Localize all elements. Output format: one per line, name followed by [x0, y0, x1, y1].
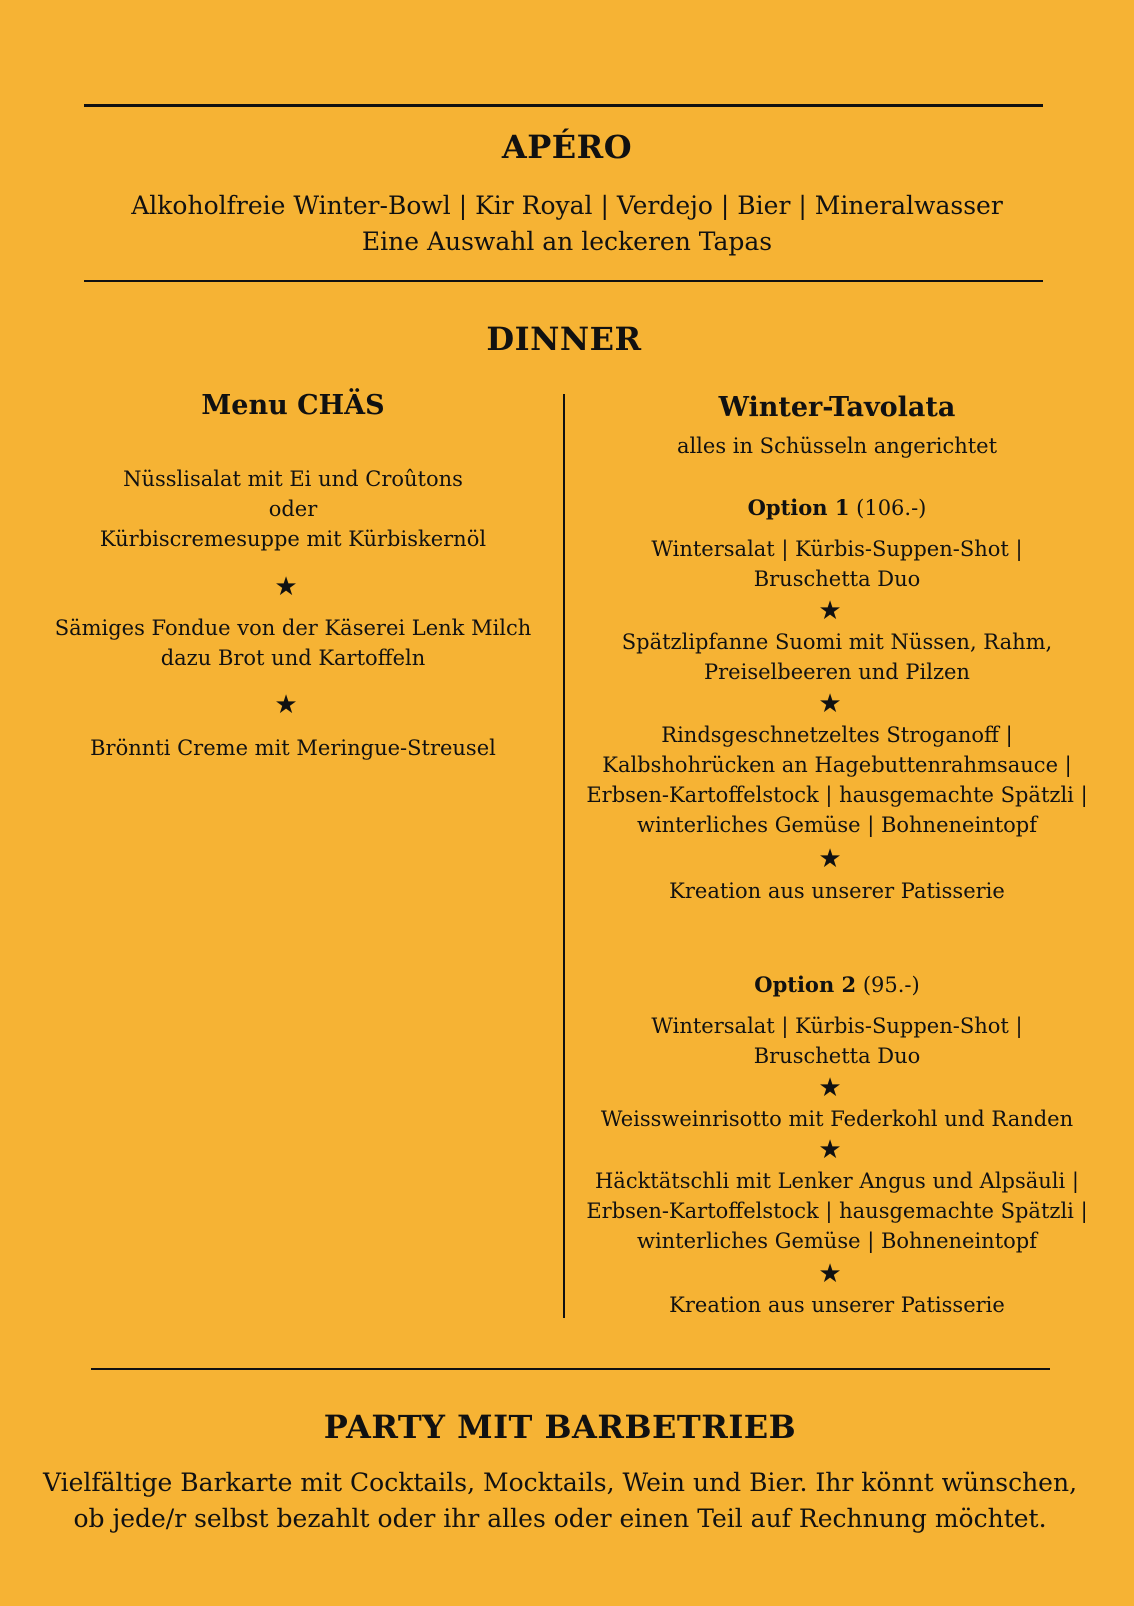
option2-course2: Weissweinrisotto mit Federkohl und Randen [600, 1107, 1074, 1131]
star-icon: ★ [818, 844, 842, 874]
star-icon: ★ [818, 1073, 842, 1103]
main-line: dazu Brot und Kartoffeln [160, 646, 426, 670]
course-line: winterliches Gemüse | Bohneneintopf [636, 813, 1038, 837]
star-icon: ★ [818, 1135, 842, 1165]
apero-rule [84, 280, 1043, 282]
course-line: Preiselbeeren und Pilzen [704, 660, 970, 684]
party-title: PARTY MIT BARBETRIEB [323, 1408, 797, 1446]
option1-heading [574, 493, 1100, 523]
menu-chas-starter [54, 464, 532, 554]
apero-title: APÉRO [501, 128, 633, 166]
option2-course3 [574, 1166, 1100, 1256]
course-line: Bruschetta Duo [753, 567, 921, 591]
course-line: Kalbshohrücken an Hagebuttenrahmsauce | [602, 753, 1072, 777]
party-rule [91, 1368, 1050, 1370]
menu-chas-main [54, 613, 532, 673]
course-line: Erbsen-Kartoffelstock | hausgemachte Spätzli | [586, 783, 1088, 807]
starter-line: Kürbiscremesuppe mit Kürbiskernöl [99, 527, 487, 551]
option2-course1 [574, 1011, 1100, 1071]
tavolata-title: Winter-Tavolata [718, 392, 956, 423]
option2-price: (95.-) [862, 973, 920, 997]
course-line: Wintersalat | Kürbis-Suppen-Shot | [651, 537, 1023, 561]
apero-tapas: Eine Auswahl an leckeren Tapas [361, 227, 773, 256]
menu-chas-dessert: Brönnti Creme mit Meringue-Streusel [90, 736, 496, 760]
course-line: Häcktätschli mit Lenker Angus und Alpsäuli | [594, 1169, 1079, 1193]
party-text-line2: ob jede/r selbst bezahlt oder ihr alles oder einen Teil auf Rechnung möchtet. [73, 1504, 1047, 1533]
option2-dessert: Kreation aus unserer Patisserie [669, 1293, 1005, 1317]
option1-course3 [574, 720, 1100, 840]
course-line: winterliches Gemüse | Bohneneintopf [636, 1229, 1038, 1253]
option1-label: Option 1 [747, 495, 850, 520]
course-line: Erbsen-Kartoffelstock | hausgemachte Spätzli | [586, 1199, 1088, 1223]
apero-drinks: Alkoholfreie Winter-Bowl | Kir Royal | Verdejo | Bier | Mineralwasser [131, 191, 1003, 220]
menu-chas-title: Menu CHÄS [201, 390, 385, 421]
course-line: Wintersalat | Kürbis-Suppen-Shot | [651, 1014, 1023, 1038]
option1-price: (106.-) [856, 496, 927, 520]
top-rule [84, 104, 1043, 107]
main-line: Sämiges Fondue von der Käserei Lenk Milch [54, 616, 532, 640]
option1-course2 [574, 627, 1100, 687]
star-icon: ★ [818, 1259, 842, 1289]
star-icon: ★ [274, 690, 298, 720]
option1-dessert: Kreation aus unserer Patisserie [669, 879, 1005, 903]
star-icon: ★ [274, 572, 298, 602]
course-line: Bruschetta Duo [753, 1044, 921, 1068]
party-text-line1: Vielfältige Barkarte mit Cocktails, Mocktails, Wein und Bier. Ihr könnt wünschen, [42, 1468, 1078, 1497]
starter-line: Nüsslisalat mit Ei und Croûtons [123, 467, 463, 491]
option2-label: Option 2 [754, 972, 857, 997]
option2-heading [574, 970, 1100, 1000]
starter-line: oder [268, 497, 318, 521]
star-icon: ★ [818, 689, 842, 719]
star-icon: ★ [818, 596, 842, 626]
course-line: Spätzlipfanne Suomi mit Nüssen, Rahm, [621, 630, 1053, 654]
dinner-title: DINNER [486, 320, 642, 358]
tavolata-subtitle: alles in Schüsseln angerichtet [676, 434, 998, 458]
option1-course1 [574, 534, 1100, 594]
column-divider [563, 394, 565, 1318]
course-line: Rindsgeschnetzeltes Stroganoff | [661, 723, 1013, 747]
